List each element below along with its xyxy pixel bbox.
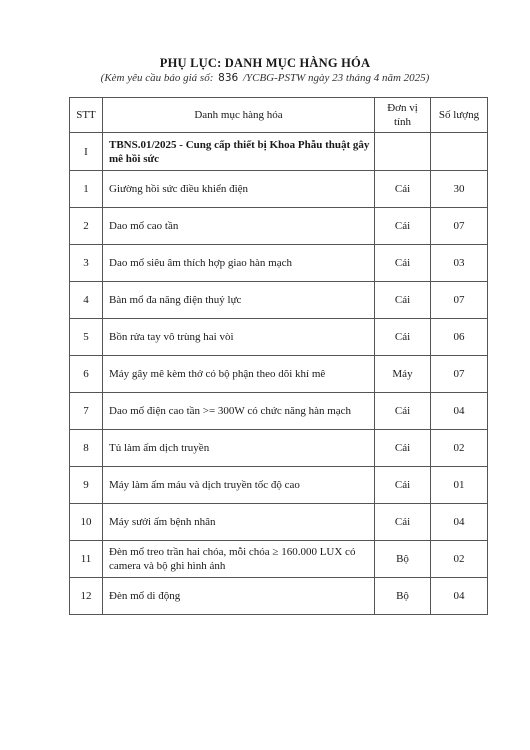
row-stt: 10 [70, 504, 103, 541]
row-qty: 04 [431, 578, 488, 615]
section-title: TBNS.01/2025 - Cung cấp thiết bị Khoa Phẫu thuật gây mê hồi sức [103, 133, 375, 171]
row-name: Đèn mổ di động [103, 578, 375, 615]
row-stt: 7 [70, 393, 103, 430]
row-stt: 4 [70, 282, 103, 319]
row-unit: Cái [375, 282, 431, 319]
row-name: Dao mổ siêu âm thích hợp giao hàn mạch [103, 245, 375, 282]
table-row [70, 467, 488, 504]
row-qty: 07 [431, 208, 488, 245]
row-stt: 3 [70, 245, 103, 282]
header-qty: Số lượng [431, 98, 488, 133]
row-name: Giường hồi sức điều khiển điện [103, 171, 375, 208]
section-qty-cell [431, 133, 488, 171]
table-row [70, 504, 488, 541]
row-name: Dao mổ cao tần [103, 208, 375, 245]
row-name: Bồn rửa tay vô trùng hai vòi [103, 319, 375, 356]
row-stt: 5 [70, 319, 103, 356]
row-unit: Cái [375, 319, 431, 356]
row-unit: Cái [375, 430, 431, 467]
row-qty: 04 [431, 393, 488, 430]
table-row [70, 282, 488, 319]
table-row [70, 171, 488, 208]
table-row [70, 208, 488, 245]
document-subtitle [0, 72, 530, 84]
header-name: Danh mục hàng hóa [103, 98, 375, 133]
row-unit: Cái [375, 245, 431, 282]
table-row [70, 541, 488, 578]
goods-table [69, 97, 488, 615]
section-row [70, 133, 488, 171]
row-unit: Cái [375, 504, 431, 541]
row-qty: 06 [431, 319, 488, 356]
row-stt: 1 [70, 171, 103, 208]
section-stt: I [70, 133, 103, 171]
row-name: Đèn mổ treo trần hai chóa, mỗi chóa ≥ 160.000 LUX có camera và bộ ghi hình ảnh [103, 541, 375, 578]
row-qty: 30 [431, 171, 488, 208]
row-name: Tủ làm ấm dịch truyền [103, 430, 375, 467]
row-qty: 03 [431, 245, 488, 282]
row-qty: 04 [431, 504, 488, 541]
row-stt: 11 [70, 541, 103, 578]
header-stt: STT [70, 98, 103, 133]
row-unit: Cái [375, 208, 431, 245]
row-name: Máy sưởi ấm bệnh nhân [103, 504, 375, 541]
row-unit: Bộ [375, 578, 431, 615]
row-name: Bàn mổ đa năng điện thuỷ lực [103, 282, 375, 319]
row-unit: Máy [375, 356, 431, 393]
header-unit: Đơn vị tính [375, 98, 431, 133]
row-unit: Cái [375, 171, 431, 208]
row-stt: 2 [70, 208, 103, 245]
row-name: Máy gây mê kèm thở có bộ phận theo dõi khí mê [103, 356, 375, 393]
row-stt: 9 [70, 467, 103, 504]
subtitle-suffix: /YCBG-PSTW ngày 23 tháng 4 năm 2025) [242, 72, 430, 84]
row-unit: Cái [375, 467, 431, 504]
table-row [70, 393, 488, 430]
row-name: Máy làm ấm máu và dịch truyền tốc độ cao [103, 467, 375, 504]
row-stt: 12 [70, 578, 103, 615]
row-stt: 6 [70, 356, 103, 393]
table-row [70, 245, 488, 282]
table-header-row [70, 98, 488, 133]
section-unit-cell [375, 133, 431, 171]
table-row [70, 319, 488, 356]
row-qty: 07 [431, 356, 488, 393]
quote-number: 836 [218, 72, 239, 84]
row-unit: Cái [375, 393, 431, 430]
table-row [70, 430, 488, 467]
row-name: Dao mổ điện cao tần >= 300W có chức năng hàn mạch [103, 393, 375, 430]
row-unit: Bộ [375, 541, 431, 578]
table-row [70, 356, 488, 393]
table-row [70, 578, 488, 615]
subtitle-prefix: (Kèm yêu cầu báo giá số: [100, 72, 214, 84]
row-qty: 01 [431, 467, 488, 504]
row-qty: 02 [431, 430, 488, 467]
document-title: PHỤ LỤC: DANH MỤC HÀNG HÓA [159, 56, 371, 70]
row-stt: 8 [70, 430, 103, 467]
row-qty: 02 [431, 541, 488, 578]
row-qty: 07 [431, 282, 488, 319]
